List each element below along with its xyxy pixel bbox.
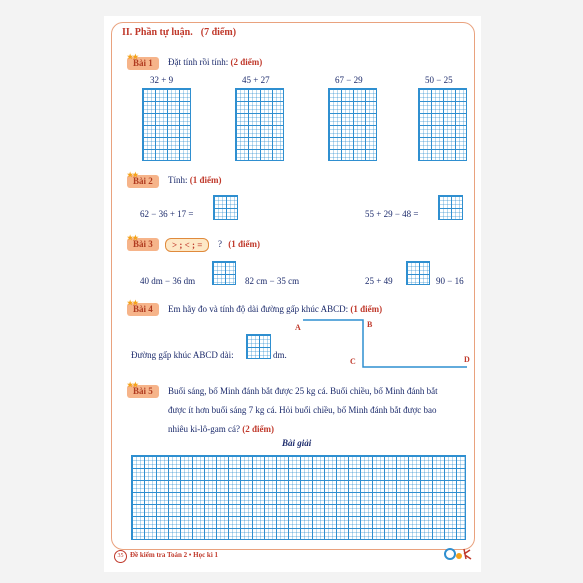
bai3-points: (1 điểm) xyxy=(228,239,260,249)
bai5-line-2: được ít hơn buổi sáng 7 kg cá. Hỏi buổi chiều, bố Minh đánh bắt được bao xyxy=(168,405,437,415)
section-title xyxy=(122,27,236,38)
bai1-answer-grid-1[interactable] xyxy=(142,88,191,161)
bai2-points: (1 điểm) xyxy=(189,175,222,185)
bai4-points: (1 điểm) xyxy=(350,304,383,314)
bai1-instruction-line xyxy=(168,57,262,67)
bai1-answer-grid-3[interactable] xyxy=(328,88,377,161)
bai4-answer-box[interactable] xyxy=(246,334,271,359)
bai1-problem-3: 67 − 29 xyxy=(335,75,363,85)
bai3-label: Bài 3 xyxy=(133,239,153,249)
footer-book-title: Đề kiểm tra Toán xyxy=(130,551,182,559)
bai2-expression-2: 55 + 29 − 48 = xyxy=(365,209,419,219)
section-title-text: II. Phần tự luận. xyxy=(122,27,193,38)
bai1-points: (2 điểm) xyxy=(230,57,263,67)
bai5-line-3-wrap xyxy=(168,424,274,434)
footer-grade: 2 xyxy=(183,551,188,559)
bai5-line-1: Buổi sáng, bố Minh đánh bắt được 25 kg cá. Buổi chiều, bố Minh đánh bắt xyxy=(168,386,438,396)
bai1-label: Bài 1 xyxy=(133,58,153,68)
bai4-instruction-line xyxy=(168,304,382,314)
bai4-label: Bài 4 xyxy=(133,304,153,314)
bai5-label: Bài 5 xyxy=(133,386,153,396)
bai3-right-1: 82 cm − 35 cm xyxy=(245,276,300,286)
bai4-answer-prefix: Đường gấp khúc ABCD dài: xyxy=(131,350,234,360)
bai2-label: Bài 2 xyxy=(133,176,153,186)
bai1-instruction: Đặt tính rồi tính: xyxy=(168,57,229,67)
bai1-problem-4: 50 − 25 xyxy=(425,75,453,85)
bai1-problem-2: 45 + 27 xyxy=(242,75,270,85)
bai3-comparison-symbols: > ; < ; = xyxy=(165,238,209,252)
solution-heading: Bài giải xyxy=(282,438,312,448)
bai1-answer-grid-4[interactable] xyxy=(418,88,467,161)
bai3-right-2: 90 − 16 xyxy=(436,276,464,286)
star-icon: ★★ xyxy=(127,53,138,61)
polyline-abcd-diagram xyxy=(290,315,480,375)
bai2-badge xyxy=(127,171,159,188)
bai5-badge xyxy=(127,381,159,398)
point-a-label: A xyxy=(295,323,301,332)
polyline-abcd xyxy=(303,320,467,367)
bai1-problem-1: 32 + 9 xyxy=(150,75,174,85)
bai1-answer-grid-2[interactable] xyxy=(235,88,284,161)
bai5-line-3: nhiêu ki-lô-gam cá? xyxy=(168,424,240,434)
publisher-logo xyxy=(444,546,474,562)
bai4-badge xyxy=(127,299,159,316)
bai2-expression-1: 62 − 36 + 17 = xyxy=(140,209,194,219)
bai4-instruction: Em hãy đo và tính độ dài đường gấp khúc ABCD: xyxy=(168,304,349,314)
bai3-question-line xyxy=(218,239,260,249)
bai3-left-1: 40 dm − 36 dm xyxy=(140,276,196,286)
point-d-label: D xyxy=(464,355,470,364)
star-icon: ★★ xyxy=(127,234,138,242)
bai1-badge xyxy=(127,53,159,70)
bai2-answer-box-1[interactable] xyxy=(213,195,238,220)
footer-title-line: Đề kiểm tra Toán 2 • Học kì 1 xyxy=(130,551,219,559)
bai2-answer-box-2[interactable] xyxy=(438,195,463,220)
bai3-question: ? xyxy=(218,239,222,249)
solution-writing-grid[interactable] xyxy=(131,455,466,540)
bai3-badge xyxy=(127,234,159,251)
bai5-points: (2 điểm) xyxy=(242,424,274,434)
bai4-answer-unit: dm. xyxy=(273,350,287,360)
section-points: (7 điểm) xyxy=(200,27,237,38)
point-c-label: C xyxy=(350,357,356,366)
star-icon: ★★ xyxy=(127,299,138,307)
footer-term: Học kì 1 xyxy=(193,551,219,559)
bai2-instruction: Tính: xyxy=(168,175,188,185)
page-number: 35 xyxy=(114,550,127,563)
bai2-instruction-line xyxy=(168,175,222,185)
bai3-answer-box-2[interactable] xyxy=(406,261,430,285)
point-b-label: B xyxy=(367,320,373,329)
star-icon: ★★ xyxy=(127,381,138,389)
star-icon: ★★ xyxy=(127,171,138,179)
bai3-left-2: 25 + 49 xyxy=(365,276,393,286)
bai3-answer-box-1[interactable] xyxy=(212,261,236,285)
